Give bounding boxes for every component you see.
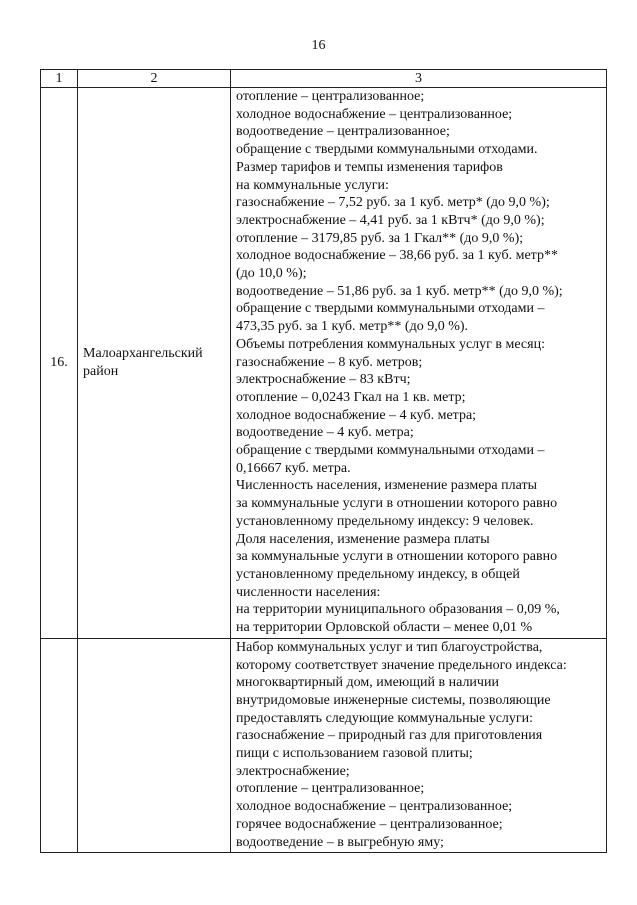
- content-line: холодное водоснабжение – централизованное;: [236, 106, 513, 122]
- content-line: обращение с твердыми коммунальными отходами.: [236, 142, 538, 158]
- content-line: электроснабжение;: [236, 763, 350, 779]
- content-line: предоставлять следующие коммунальные услуги:: [236, 710, 534, 726]
- content-line: установленному предельному индексу: 9 человек.: [236, 513, 534, 529]
- area-name: Малоархангельский район: [83, 346, 203, 379]
- content-line: Размер тарифов и темпы изменения тарифов: [236, 159, 503, 175]
- content-line: горячее водоснабжение – централизованное;: [236, 816, 503, 832]
- content-line: численности населения:: [236, 584, 381, 600]
- content-line: 0,16667 куб. метра.: [236, 460, 351, 476]
- content-line: которому соответствует значение предельного индекса:: [236, 657, 567, 673]
- content-line: Численность населения, изменение размера платы: [236, 478, 537, 494]
- content-line: обращение с твердыми коммунальными отходами –: [236, 301, 545, 317]
- header-col-1: 1: [41, 70, 78, 88]
- row-content: [231, 638, 607, 852]
- row-content: [231, 88, 607, 639]
- content-line: 473,35 руб. за 1 куб. метр** (до 9,0 %).: [236, 319, 469, 335]
- content-line: на территории Орловской области – менее 0,01 %: [236, 620, 533, 636]
- content-line: многоквартирный дом, имеющий в наличии: [236, 675, 499, 691]
- content-line: внутридомовые инженерные системы, позволяющие: [236, 692, 551, 708]
- content-line: на территории муниципального образования – 0,09 %,: [236, 602, 560, 618]
- content-line: электроснабжение – 4,41 руб. за 1 кВтч* (до 9,0 %);: [236, 212, 545, 228]
- page-number: 16: [311, 38, 326, 53]
- area-cell: [78, 88, 231, 639]
- content-line: газоснабжение – 8 куб. метров;: [236, 354, 423, 370]
- content-line: пищи с использованием газовой плиты;: [236, 746, 473, 762]
- header-col-2: 2: [78, 70, 231, 88]
- row-number: 16.: [41, 88, 78, 639]
- content-line: водоотведение – 4 куб. метра;: [236, 425, 414, 441]
- content-line: отопление – централизованное;: [236, 781, 425, 797]
- content-line: установленному предельному индексу, в общей: [236, 566, 520, 582]
- table-row: [41, 88, 607, 639]
- content-line: водоотведение – 51,86 руб. за 1 куб. метр** (до 9,0 %);: [236, 283, 563, 299]
- tariff-table: [40, 69, 607, 853]
- content-line: на коммунальные услуги:: [236, 177, 389, 193]
- content-line: Набор коммунальных услуг и тип благоустройства,: [236, 639, 543, 655]
- content-line: отопление – централизованное;: [236, 89, 425, 104]
- content-line: за коммунальные услуги в отношении которого равно: [236, 549, 558, 565]
- row-number: [41, 638, 78, 852]
- content-line: электроснабжение – 83 кВтч;: [236, 372, 411, 388]
- content-line: за коммунальные услуги в отношении которого равно: [236, 496, 558, 512]
- content-line: (до 10,0 %);: [236, 266, 307, 282]
- content-line: обращение с твердыми коммунальными отходами –: [236, 443, 545, 459]
- content-line: холодное водоснабжение – 4 куб. метра;: [236, 407, 477, 423]
- content-line: водоотведение – в выгребную яму;: [236, 834, 444, 850]
- content-line: газоснабжение – 7,52 руб. за 1 куб. метр* (до 9,0 %);: [236, 195, 550, 211]
- content-line: холодное водоснабжение – 38,66 руб. за 1 куб. метр**: [236, 248, 558, 264]
- table-header-row: [41, 70, 607, 88]
- content-line: водоотведение – централизованное;: [236, 124, 450, 140]
- area-cell: [78, 638, 231, 852]
- table-row: [41, 638, 607, 852]
- content-line: Объемы потребления коммунальных услуг в месяц:: [236, 336, 545, 352]
- header-col-3: 3: [231, 70, 607, 88]
- content-line: Доля населения, изменение размера платы: [236, 531, 490, 547]
- content-line: газоснабжение – природный газ для приготовления: [236, 728, 543, 744]
- content-line: отопление – 0,0243 Гкал на 1 кв. метр;: [236, 389, 466, 405]
- content-line: отопление – 3179,85 руб. за 1 Гкал** (до 9,0 %);: [236, 230, 524, 246]
- content-line: холодное водоснабжение – централизованное;: [236, 799, 513, 815]
